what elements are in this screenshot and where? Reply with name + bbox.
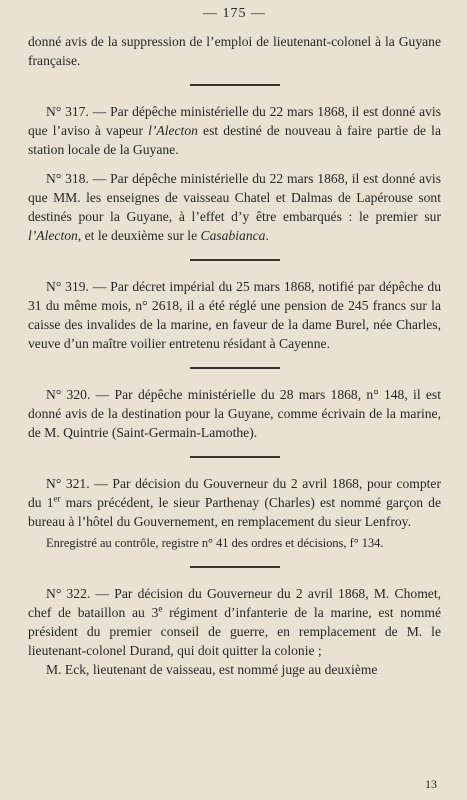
entry-number: N° 321. xyxy=(46,476,90,491)
entry-number: N° 319. xyxy=(46,279,89,294)
entry-number: N° 317. xyxy=(46,104,89,119)
entry-321 xyxy=(28,474,441,552)
superscript: e xyxy=(158,603,163,614)
entry-317 xyxy=(28,102,441,159)
entry-text: est destiné de nouveau à faire partie de la station locale de la Guyane. xyxy=(28,123,441,157)
section-divider xyxy=(190,84,280,86)
ship-name: l’Alecton xyxy=(148,123,198,138)
entry-text: — Par dépêche ministérielle du 28 mars 1868, n° 148, il est donné avis de la destination pour la Guyane, comme écrivain de la marine, de M. Quintrie (Saint-Germain-Lamothe). xyxy=(28,387,441,440)
superscript: er xyxy=(53,493,61,504)
entry-paragraph xyxy=(28,277,441,353)
entry-text: . xyxy=(265,228,269,243)
entry-text: régiment d’infanterie de la marine, est nommé président du premier conseil de guerre, en remplacement de M. le lieutenant-colonel Durand, qui doit quitter la colonie ; xyxy=(28,605,441,658)
entry-paragraph xyxy=(28,584,441,660)
entry-paragraph xyxy=(28,385,441,442)
entry-number: N° 318. xyxy=(46,171,89,186)
entry-text: — Par décision du Gouverneur du 2 avril 1868, M. Chomet, chef de bataillon au 3 xyxy=(28,586,441,620)
section-divider xyxy=(190,259,280,261)
entry-paragraph xyxy=(28,169,441,245)
entry-322 xyxy=(28,584,441,679)
entry-number: N° 322. xyxy=(46,586,91,601)
entry-319 xyxy=(28,277,441,353)
entry-text: — Par dépêche ministérielle du 22 mars 1868, il est donné avis que MM. les enseignes de vaisseau Chatel et Dalmas de Lapérouse sont destinés pour la Guyane, à l’effet d’y être embarqués : le premier sur xyxy=(28,171,441,224)
entry-continuation: M. Eck, lieutenant de vaisseau, est nommé juge au deuxième xyxy=(46,662,378,677)
section-divider xyxy=(190,456,280,458)
signature-mark: 13 xyxy=(425,777,437,791)
ship-name: l’Alecton xyxy=(28,228,78,243)
entry-number: N° 320. xyxy=(46,387,91,402)
entry-318 xyxy=(28,169,441,245)
page-number: — 175 — xyxy=(203,6,266,21)
entry-text: mars précédent, le sieur Parthenay (Charles) est nommé garçon de bureau à l’hôtel du Gouvernement, en remplacement du sieur Lenfroy. xyxy=(28,495,441,529)
entry-paragraph xyxy=(28,474,441,531)
entry-text: — Par décision du Gouverneur du 2 avril 1868, pour compter du 1 xyxy=(28,476,441,510)
section-divider xyxy=(190,367,280,369)
entry-320 xyxy=(28,385,441,442)
entry-text: — Par décret impérial du 25 mars 1868, notifié par dépêche du 31 du même mois, n° 2618, il a été réglé une pension de 245 francs sur la caisse des invalides de la marine, en faveur de la dame Burel, née Charles, veuve d’un maître voilier entretenu résidant à Cayenne. xyxy=(28,279,441,351)
entry-text: — Par dépêche ministérielle du 22 mars 1868, il est donné avis que l’aviso à vapeur xyxy=(28,104,441,138)
entry-text: , et le deuxième sur le xyxy=(77,228,201,243)
section-divider xyxy=(190,566,280,568)
ship-name: Casabianca xyxy=(200,228,266,243)
carry-over-paragraph: donné avis de la suppression de l’emploi de lieutenant-colonel à la Guyane française. xyxy=(28,34,441,68)
registration-note: Enregistré au contrôle, registre n° 41 des ordres et décisions, f° 134. xyxy=(46,536,384,550)
entry-paragraph xyxy=(28,102,441,159)
